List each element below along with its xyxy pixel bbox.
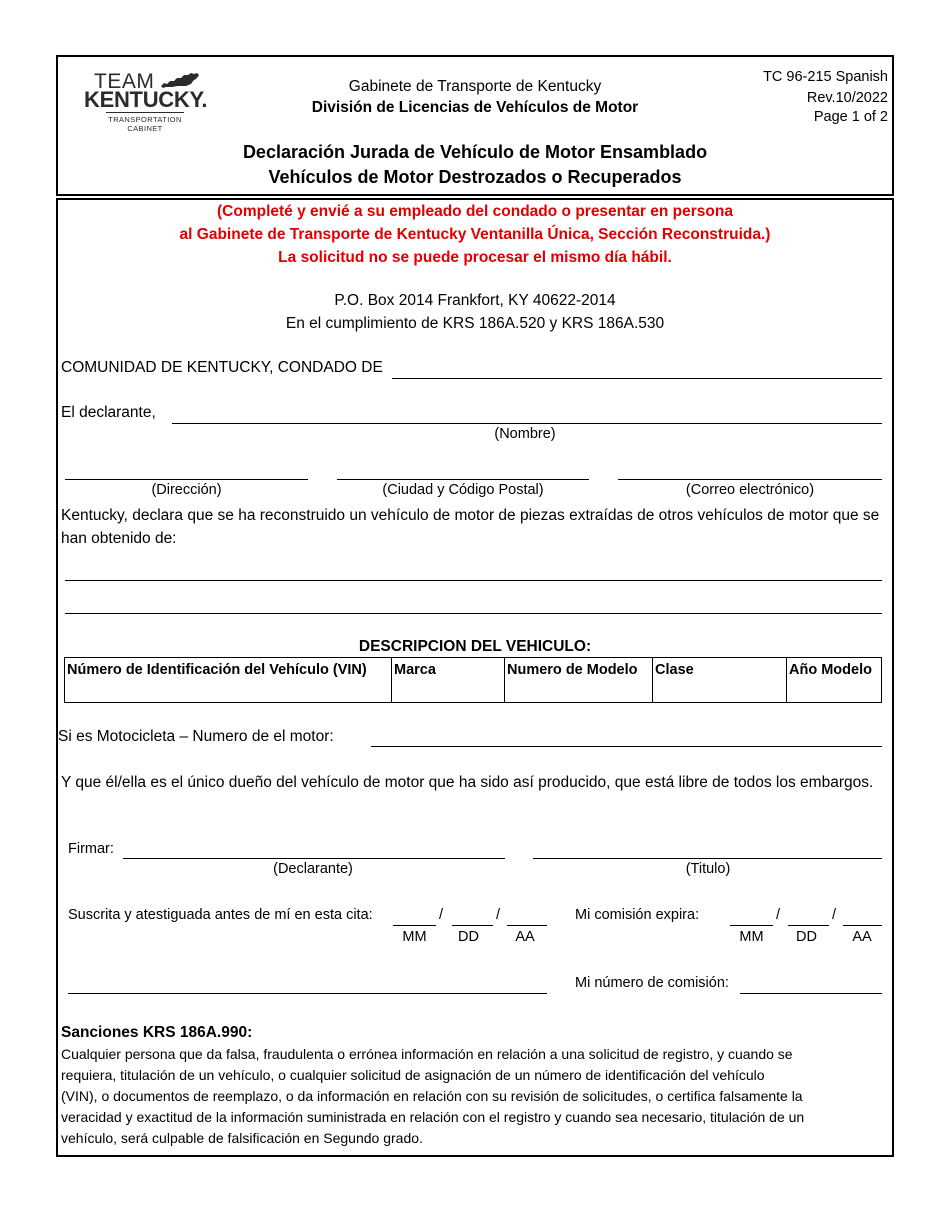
expires-aa-caption: AA <box>852 929 872 945</box>
source-field-line1[interactable] <box>65 580 882 581</box>
ownership-statement: Y que él/ella es el único dueño del vehículo de motor que ha sido así producido, que está libre de todos los embargos. <box>61 774 874 791</box>
mailing-address: P.O. Box 2014 Frankfort, KY 40622-2014 <box>334 292 616 309</box>
address-caption: (Dirección) <box>151 482 222 498</box>
title-caption: (Titulo) <box>685 861 731 877</box>
sanctions-line4: veracidad y exactitud de la información suministrada en relación con el registro y cuando sea necesario, titulación de un <box>61 1109 805 1125</box>
form-title-line1: Declaración Jurada de Vehículo de Motor Ensamblado <box>242 142 708 162</box>
sworn-dd-field[interactable] <box>452 925 493 926</box>
expires-aa-field[interactable] <box>843 925 882 926</box>
address-field[interactable] <box>65 479 308 480</box>
source-field-line2[interactable] <box>65 613 882 614</box>
sworn-aa-caption: AA <box>515 929 535 945</box>
notice-line3: La solicitud no se puede procesar el mismo día hábil. <box>278 249 672 266</box>
vehicle-table <box>64 657 882 703</box>
agency-name: Gabinete de Transporte de Kentucky <box>348 78 602 95</box>
logo-divider <box>106 112 184 113</box>
class-column-header: Clase <box>653 658 787 702</box>
sworn-dd-caption: DD <box>458 929 479 945</box>
logo-team-text: TEAM <box>94 70 155 93</box>
sworn-date-sep2: / <box>496 907 501 923</box>
title-field[interactable] <box>533 858 882 859</box>
email-caption: (Correo electrónico) <box>685 482 815 498</box>
city-zip-caption: (Ciudad y Código Postal) <box>382 482 544 498</box>
division-name: División de Licencias de Vehículos de Motor <box>311 99 639 116</box>
expires-dd-caption: DD <box>796 929 817 945</box>
logo-sub-line1: TRANSPORTATION <box>108 115 182 124</box>
declarant-caption: (Declarante) <box>273 861 353 877</box>
team-kentucky-logo <box>80 70 208 133</box>
email-field[interactable] <box>618 479 882 480</box>
sworn-label: Suscrita y atestiguada antes de mí en esta cita: <box>68 907 373 923</box>
notice-line1: (Completé y envié a su empleado del condado o presentar en persona <box>217 203 733 220</box>
sworn-mm-field[interactable] <box>393 925 436 926</box>
county-label: COMUNIDAD DE KENTUCKY, CONDADO DE <box>61 359 383 376</box>
vin-column-header: Número de Identificación del Vehículo (VIN) <box>65 658 392 702</box>
declarant-name-field[interactable] <box>172 423 882 424</box>
page-number: Page 1 of 2 <box>813 109 888 125</box>
declaration-text: Kentucky, declara que se ha reconstruido un vehículo de motor de piezas extraídas de otros vehículos de motor que se han obtenido de: <box>61 507 880 547</box>
notice-line2: al Gabinete de Transporte de Kentucky Ventanilla Única, Sección Reconstruida.) <box>179 226 771 243</box>
expires-date-sep1: / <box>776 907 781 923</box>
city-zip-field[interactable] <box>337 479 589 480</box>
logo-kentucky-text: KENTUCKY. <box>84 87 208 112</box>
logo-sub-line2: CABINET <box>127 124 163 133</box>
sanctions-heading: Sanciones KRS 186A.990: <box>61 1024 253 1041</box>
sworn-aa-field[interactable] <box>507 925 547 926</box>
sanctions-line5: vehículo, será culpable de falsificación en Segundo grado. <box>61 1130 423 1146</box>
model-number-column-header: Numero de Modelo <box>505 658 653 702</box>
sworn-mm-caption: MM <box>402 929 427 945</box>
statute-reference: En el cumplimiento de KRS 186A.520 y KRS 186A.530 <box>285 315 665 332</box>
commission-number-field[interactable] <box>740 993 882 994</box>
sign-label: Firmar: <box>68 841 114 857</box>
commission-expires-label: Mi comisión expira: <box>575 907 700 923</box>
expires-date-sep2: / <box>832 907 837 923</box>
form-id: TC 96-215 Spanish <box>763 69 888 85</box>
form-revision: Rev.10/2022 <box>806 90 888 106</box>
name-caption: (Nombre) <box>494 426 556 442</box>
county-field[interactable] <box>392 378 882 379</box>
sanctions-line1: Cualquier persona que da falsa, fraudulenta o errónea información en relación a una solicitud de registro, y cuando se <box>61 1046 793 1062</box>
expires-mm-field[interactable] <box>730 925 773 926</box>
expires-mm-caption: MM <box>739 929 764 945</box>
commission-number-label: Mi número de comisión: <box>575 975 729 991</box>
motorcycle-engine-label: Si es Motocicleta – Numero de el motor: <box>58 728 334 745</box>
model-year-column-header: Año Modelo <box>789 662 872 678</box>
make-column-header: Marca <box>392 658 505 702</box>
form-title-line2: Vehículos de Motor Destrozados o Recuperados <box>268 167 682 187</box>
sworn-date-sep1: / <box>439 907 444 923</box>
sanctions-line2: requiera, titulación de un vehículo, o cualquier solicitud de asignación de un número de identificación del vehículo <box>61 1067 765 1083</box>
notary-signature-field[interactable] <box>68 993 547 994</box>
declarant-label: El declarante, <box>61 404 156 421</box>
declarant-signature-field[interactable] <box>123 858 505 859</box>
sanctions-line3: (VIN), o documentos de reemplazo, o da información en relación con su revisión de solicitudes, o certifica falsamente la <box>61 1088 803 1104</box>
engine-number-field[interactable] <box>371 746 882 747</box>
expires-dd-field[interactable] <box>788 925 829 926</box>
vehicle-description-heading: DESCRIPCION DEL VEHICULO: <box>358 638 592 655</box>
